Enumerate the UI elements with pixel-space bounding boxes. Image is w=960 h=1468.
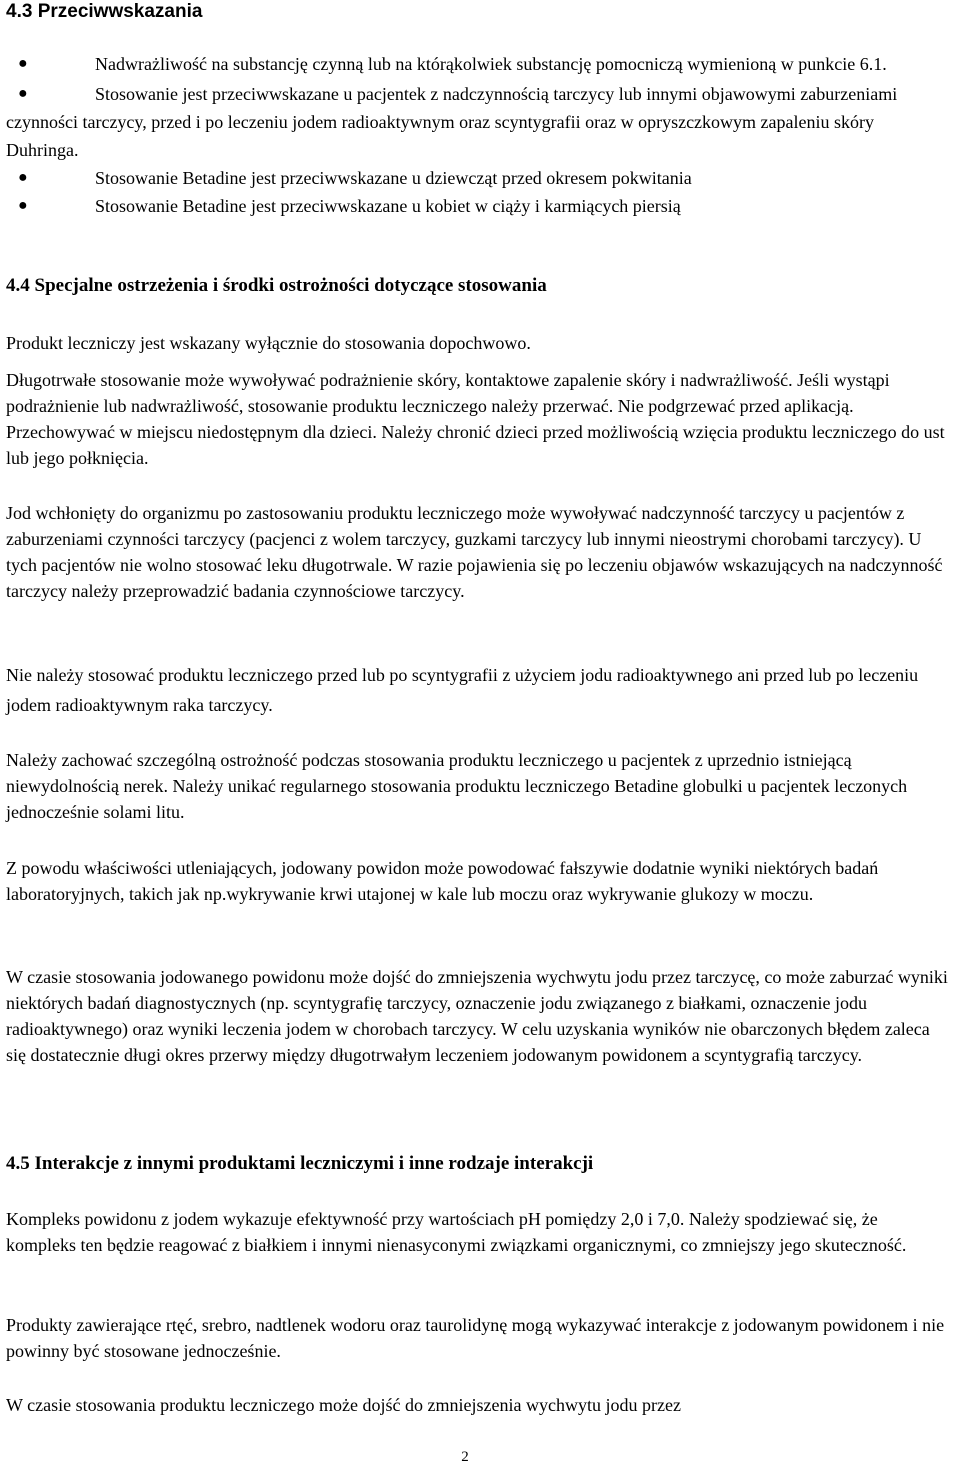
list-item-text: Stosowanie Betadine jest przeciwwskazane u dziewcząt przed okresem pokwitania bbox=[95, 168, 692, 188]
paragraph: Produkty zawierające rtęć, srebro, nadtlenek wodoru oraz taurolidynę mogą wykazywać interakcje z jodowanym powidonem i nie powinny być stosowane jednocześnie. bbox=[6, 1315, 945, 1361]
paragraph: Długotrwałe stosowanie może wywoływać podrażnienie skóry, kontaktowe zapalenie skóry i nadwrażliwość. Jeśli wystąpi podrażnienie lub nadwrażliwość, stosowanie produktu leczniczego należy przerwać. Nie podgrzewać przed aplikacją. Przechowywać w miejscu niedostępnym dla dzieci. Należy chronić dzieci przed możliwością wzięcia produktu leczniczego do ust lub jego połknięcia. bbox=[6, 370, 945, 468]
paragraph: W czasie stosowania jodowanego powidonu może dojść do zmniejszenia wychwytu jodu przez tarczycę, co może zaburzać wyniki niektórych badań diagnostycznych (np. scyntygrafię tarczycy, oznaczenie jodu związanego z białkami, oznaczenie jodu radioaktywnego) oraz wyniki leczenia jodem w chorobach tarczycy. W celu uzyskania wyników nie obarczonych błędem zaleca się dostatecznie długi okres przerwy między długotrwałym leczeniem jodowanym powidonem a scyntygrafią tarczycy. bbox=[6, 967, 948, 1065]
section-4-4-heading: 4.4 Specjalne ostrzeżenia i środki ostrożności dotyczące stosowania bbox=[6, 275, 547, 296]
list-item-text: Stosowanie jest przeciwwskazane u pacjentek z nadczynnością tarczycy lub innymi objawowymi zaburzeniami czynności tarczycy, przed i po leczeniu jodem radioaktywnym oraz scyntygrafii oraz w opryszczkowym zapaleniu skóry Duhringa. bbox=[6, 84, 898, 160]
paragraph: Jod wchłonięty do organizmu po zastosowaniu produktu leczniczego może wywoływać nadczynność tarczycy u pacjentów z zaburzeniami czynności tarczycy (pacjenci z wolem tarczycy, guzkami tarczycy lub innymi nieostrymi chorobami tarczycy). U tych pacjentów nie wolno stosować leku długotrwale. W razie pojawienia się po leczeniu objawów wskazujących na nadczynność tarczycy należy przeprowadzić badania czynnościowe tarczycy. bbox=[6, 503, 943, 601]
paragraph: Produkt leczniczy jest wskazany wyłącznie do stosowania dopochwowo. bbox=[6, 333, 531, 353]
paragraph: Należy zachować szczególną ostrożność podczas stosowania produktu leczniczego u pacjentek z uprzednio istniejącą niewydolnością nerek. Należy unikać regularnego stosowania produktu leczniczego Betadine globulki u pacjentek leczonych jednocześnie solami litu. bbox=[6, 750, 908, 822]
list-item bbox=[6, 192, 946, 220]
paragraph: W czasie stosowania produktu leczniczego może dojść do zmniejszenia wychwytu jodu przez bbox=[6, 1395, 681, 1415]
contraindications-list bbox=[6, 50, 946, 220]
list-item bbox=[6, 80, 946, 164]
list-item bbox=[6, 50, 946, 78]
bullet-icon: ● bbox=[18, 169, 28, 186]
paragraph: Z powodu właściwości utleniających, jodowany powidon może powodować fałszywie dodatnie wyniki niektórych badań laboratoryjnych, takich jak np.wykrywanie krwi utajonej w kale lub moczu oraz wykrywanie glukozy w moczu. bbox=[6, 858, 879, 904]
bullet-icon: ● bbox=[18, 85, 28, 102]
bullet-icon: ● bbox=[18, 197, 28, 214]
list-item bbox=[6, 164, 946, 192]
section-4-5-heading: 4.5 Interakcje z innymi produktami leczniczymi i inne rodzaje interakcji bbox=[6, 1153, 594, 1174]
section-4-3-heading: 4.3 Przeciwwskazania bbox=[6, 1, 203, 22]
page-number: 2 bbox=[461, 1449, 469, 1465]
list-item-text: Nadwrażliwość na substancję czynną lub na którąkolwiek substancję pomocniczą wymienioną w punkcie 6.1. bbox=[95, 54, 887, 74]
list-item-text: Stosowanie Betadine jest przeciwwskazane u kobiet w ciąży i karmiących piersią bbox=[95, 196, 681, 216]
paragraph: Nie należy stosować produktu leczniczego przed lub po scyntygrafii z użyciem jodu radioaktywnego ani przed lub po leczeniu jodem radioaktywnym raka tarczycy. bbox=[6, 665, 919, 715]
paragraph: Kompleks powidonu z jodem wykazuje efektywność przy wartościach pH pomiędzy 2,0 i 7,0. Należy spodziewać się, że kompleks ten będzie reagować z białkiem i innymi nienasyconymi związkami organicznymi, co zmniejszy jego skuteczność. bbox=[6, 1209, 907, 1255]
bullet-icon: ● bbox=[18, 55, 28, 72]
